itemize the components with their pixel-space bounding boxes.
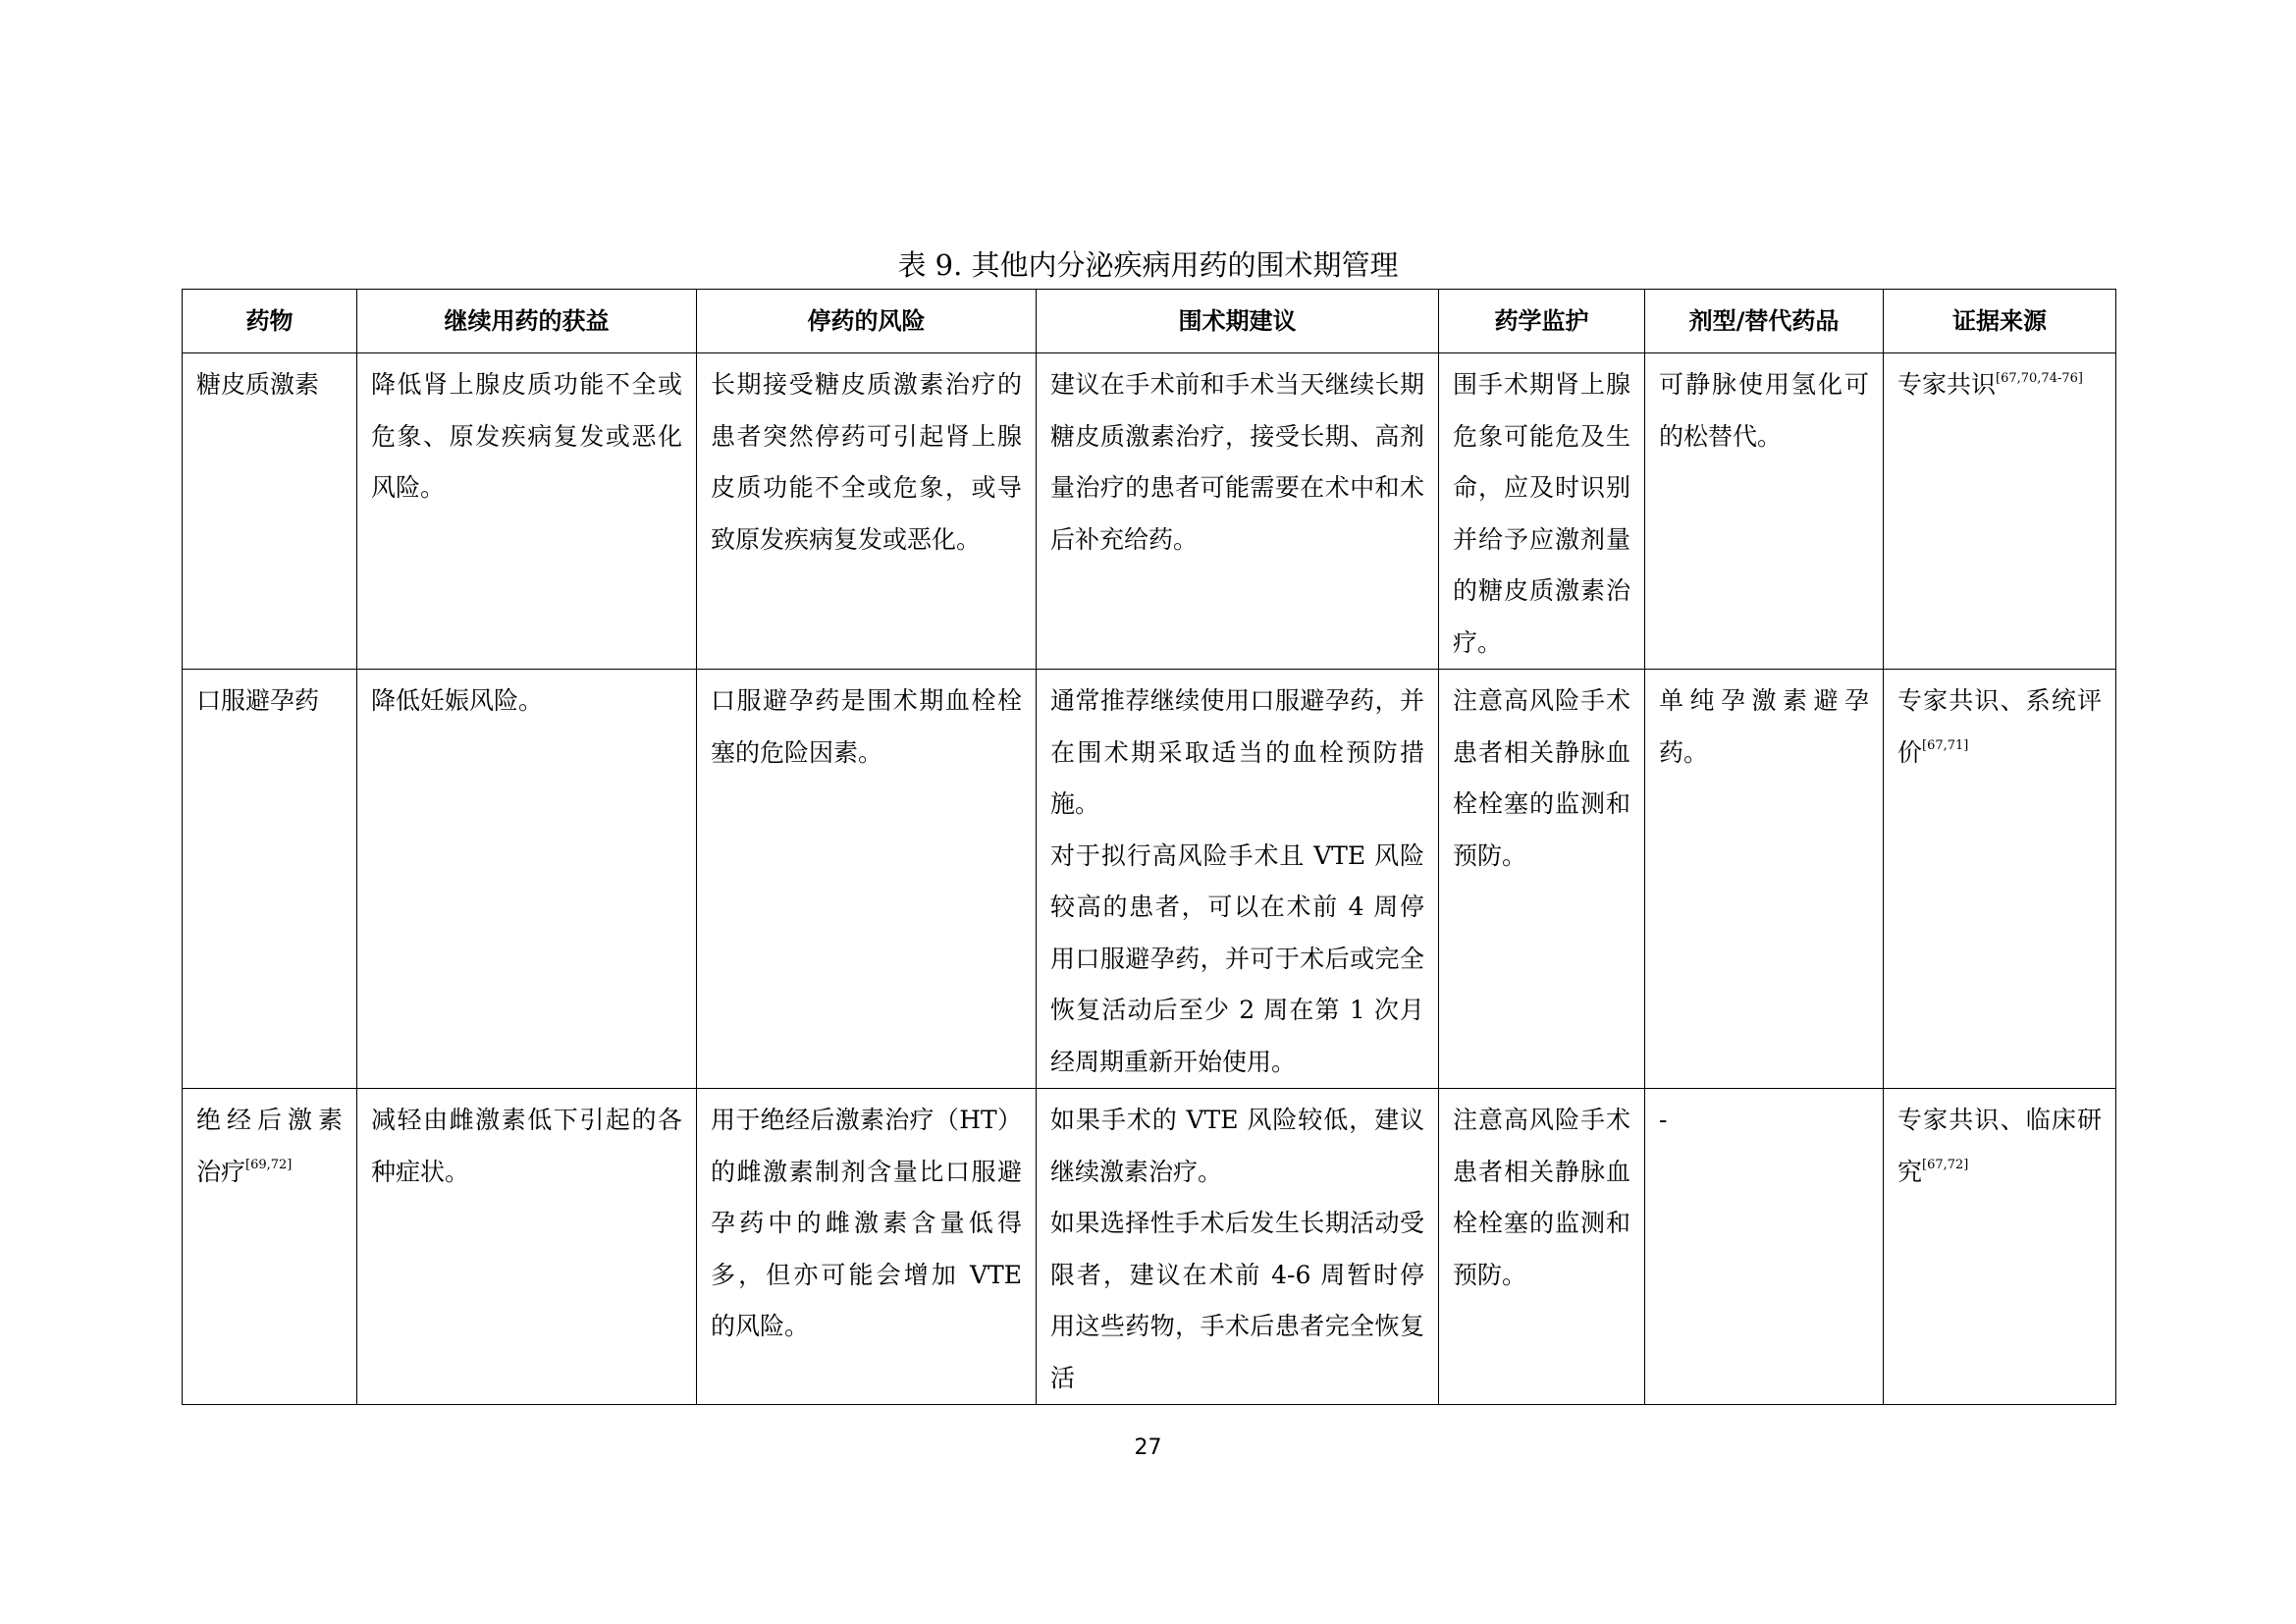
page-number: 27 [1134, 1435, 1162, 1460]
table-row [183, 353, 2116, 670]
drug-name: 绝经后激素治疗 [196, 1106, 343, 1186]
drug-name: 口服避孕药 [196, 686, 320, 715]
header-drug: 药物 [183, 290, 357, 353]
cell-risk: 口服避孕药是围术期血栓栓塞的危险因素。 [697, 670, 1037, 1089]
cell-evidence [1884, 1089, 2116, 1405]
header-monitoring: 药学监护 [1439, 290, 1645, 353]
cell-benefit: 减轻由雌激素低下引起的各种症状。 [357, 1089, 697, 1405]
header-alternative: 剂型/替代药品 [1645, 290, 1884, 353]
cell-recommendation [1037, 353, 1439, 670]
recommendation-paragraph: 如果手术的 VTE 风险较低，建议继续激素治疗。 [1050, 1106, 1424, 1186]
cell-recommendation [1037, 670, 1439, 1089]
cell-evidence [1884, 353, 2116, 670]
evidence-text: 专家共识、系统评价 [1897, 686, 2102, 767]
cell-evidence [1884, 670, 2116, 1089]
citation: [69,72] [245, 1158, 293, 1173]
cell-alternative: 可静脉使用氢化可的松替代。 [1645, 353, 1884, 670]
cell-benefit: 降低肾上腺皮质功能不全或危象、原发疾病复发或恶化风险。 [357, 353, 697, 670]
cell-monitoring: 注意高风险手术患者相关静脉血栓栓塞的监测和预防。 [1439, 670, 1645, 1089]
cell-monitoring: 围手术期肾上腺危象可能危及生命，应及时识别并给予应激剂量的糖皮质激素治疗。 [1439, 353, 1645, 670]
header-row [183, 290, 2116, 353]
header-risk: 停药的风险 [697, 290, 1037, 353]
cell-alternative: - [1645, 1089, 1884, 1405]
citation: [67,72] [1922, 1158, 1969, 1173]
cell-benefit: 降低妊娠风险。 [357, 670, 697, 1089]
cell-recommendation [1037, 1089, 1439, 1405]
recommendation-paragraph: 建议在手术前和手术当天继续长期糖皮质激素治疗，接受长期、高剂量治疗的患者可能需要在术中和术后补充给药。 [1050, 370, 1424, 554]
evidence-text: 专家共识 [1897, 370, 1997, 399]
cell-drug [183, 353, 357, 670]
cell-monitoring: 注意高风险手术患者相关静脉血栓栓塞的监测和预防。 [1439, 1089, 1645, 1405]
perioperative-drug-table [182, 289, 2116, 1405]
cell-drug [183, 1089, 357, 1405]
recommendation-paragraph: 通常推荐继续使用口服避孕药，并在围术期采取适当的血栓预防措施。 [1050, 686, 1424, 818]
table-row [183, 1089, 2116, 1405]
header-evidence: 证据来源 [1884, 290, 2116, 353]
drug-name: 糖皮质激素 [196, 370, 320, 399]
recommendation-paragraph: 如果选择性手术后发生长期活动受限者，建议在术前 4-6 周暂时停用这些药物，手术后患者完全恢复活 [1050, 1209, 1424, 1392]
recommendation-paragraph: 对于拟行高风险手术且 VTE 风险较高的患者，可以在术前 4 周停用口服避孕药，并可于术后或完全恢复活动后至少 2 周在第 1 次月经周期重新开始使用。 [1050, 840, 1424, 1076]
header-benefit: 继续用药的获益 [357, 290, 697, 353]
evidence-text: 专家共识、临床研究 [1897, 1106, 2102, 1186]
cell-alternative: 单纯孕激素避孕药。 [1645, 670, 1884, 1089]
cell-risk: 用于绝经后激素治疗（HT）的雌激素制剂含量比口服避孕药中的雌激素含量低得多，但亦可能会增加 VTE 的风险。 [697, 1089, 1037, 1405]
citation: [67,70,74-76] [1996, 370, 2083, 386]
citation: [67,71] [1922, 738, 1969, 754]
cell-risk: 长期接受糖皮质激素治疗的患者突然停药可引起肾上腺皮质功能不全或危象，或导致原发疾病复发或恶化。 [697, 353, 1037, 670]
cell-drug [183, 670, 357, 1089]
header-recommendation: 围术期建议 [1037, 290, 1439, 353]
table-caption: 表 9. 其他内分泌疾病用药的围术期管理 [897, 248, 1399, 282]
table-row [183, 670, 2116, 1089]
